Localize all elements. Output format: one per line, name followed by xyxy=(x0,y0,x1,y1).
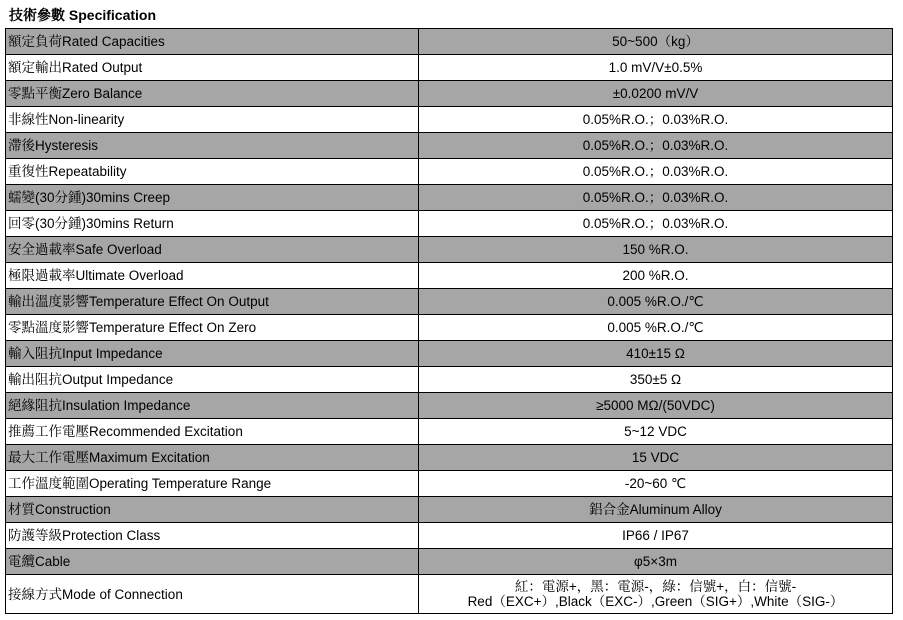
param-label: 電纜Cable xyxy=(6,549,419,575)
param-value: 200 %R.O. xyxy=(419,263,893,289)
param-value: 410±15 Ω xyxy=(419,341,893,367)
table-row xyxy=(6,471,893,497)
table-row xyxy=(6,185,893,211)
param-label: 滯後Hysteresis xyxy=(6,133,419,159)
param-label: 接線方式Mode of Connection xyxy=(6,575,419,614)
param-label: 推薦工作電壓Recommended Excitation xyxy=(6,419,419,445)
param-value: 0.005 %R.O./℃ xyxy=(419,289,893,315)
table-row-connection xyxy=(6,575,893,614)
param-value: 0.05%R.O.；0.03%R.O. xyxy=(419,159,893,185)
param-value: 5~12 VDC xyxy=(419,419,893,445)
table-row xyxy=(6,81,893,107)
spec-title: 技術參數 Specification xyxy=(9,7,157,23)
param-label: 回零(30分鍾)30mins Return xyxy=(6,211,419,237)
spec-table xyxy=(5,28,893,614)
param-value-connection xyxy=(419,575,893,614)
param-value: φ5×3m xyxy=(419,549,893,575)
param-value: 0.005 %R.O./℃ xyxy=(419,315,893,341)
param-label: 最大工作電壓Maximum Excitation xyxy=(6,445,419,471)
param-label: 額定負荷Rated Capacities xyxy=(6,29,419,55)
param-label: 輸出溫度影響Temperature Effect On Output xyxy=(6,289,419,315)
table-row xyxy=(6,133,893,159)
param-label: 額定輸出Rated Output xyxy=(6,55,419,81)
param-value: ≥5000 MΩ/(50VDC) xyxy=(419,393,893,419)
param-value: 15 VDC xyxy=(419,445,893,471)
table-row xyxy=(6,419,893,445)
param-value: 150 %R.O. xyxy=(419,237,893,263)
table-row xyxy=(6,237,893,263)
param-value: 350±5 Ω xyxy=(419,367,893,393)
param-label: 絕緣阻抗Insulation Impedance xyxy=(6,393,419,419)
param-value: 0.05%R.O.；0.03%R.O. xyxy=(419,211,893,237)
param-value: IP66 / IP67 xyxy=(419,523,893,549)
table-row xyxy=(6,29,893,55)
param-label: 蠕變(30分鍾)30mins Creep xyxy=(6,185,419,211)
table-row xyxy=(6,367,893,393)
param-value: -20~60 ℃ xyxy=(419,471,893,497)
param-value: 0.05%R.O.；0.03%R.O. xyxy=(419,185,893,211)
table-row xyxy=(6,159,893,185)
param-label: 零點平衡Zero Balance xyxy=(6,81,419,107)
param-value: 0.05%R.O.；0.03%R.O. xyxy=(419,133,893,159)
param-value: 鋁合金Aluminum Alloy xyxy=(419,497,893,523)
connection-line-english: Red（EXC+）,Black（EXC-）,Green（SIG+）,White（SIG-） xyxy=(467,594,844,609)
table-row xyxy=(6,497,893,523)
table-row xyxy=(6,55,893,81)
param-label: 工作溫度範圍Operating Temperature Range xyxy=(6,471,419,497)
param-label: 輸出阻抗Output Impedance xyxy=(6,367,419,393)
table-row xyxy=(6,341,893,367)
param-label: 輸入阻抗Input Impedance xyxy=(6,341,419,367)
table-row xyxy=(6,289,893,315)
table-row xyxy=(6,523,893,549)
param-label: 安全過載率Safe Overload xyxy=(6,237,419,263)
table-row xyxy=(6,393,893,419)
param-label: 非線性Non-linearity xyxy=(6,107,419,133)
param-label: 材質Construction xyxy=(6,497,419,523)
table-row xyxy=(6,211,893,237)
connection-line-chinese: 紅：電源+，黑：電源-，綠：信號+，白：信號- xyxy=(514,579,797,594)
param-label: 極限過載率Ultimate Overload xyxy=(6,263,419,289)
param-value: 50~500（kg） xyxy=(419,29,893,55)
param-value: ±0.0200 mV/V xyxy=(419,81,893,107)
param-label: 防護等級Protection Class xyxy=(6,523,419,549)
table-row xyxy=(6,315,893,341)
param-label: 零點溫度影響Temperature Effect On Zero xyxy=(6,315,419,341)
table-row xyxy=(6,107,893,133)
param-value: 1.0 mV/V±0.5% xyxy=(419,55,893,81)
table-row xyxy=(6,445,893,471)
table-row xyxy=(6,549,893,575)
param-label: 重復性Repeatability xyxy=(6,159,419,185)
table-row xyxy=(6,263,893,289)
param-value: 0.05%R.O.；0.03%R.O. xyxy=(419,107,893,133)
